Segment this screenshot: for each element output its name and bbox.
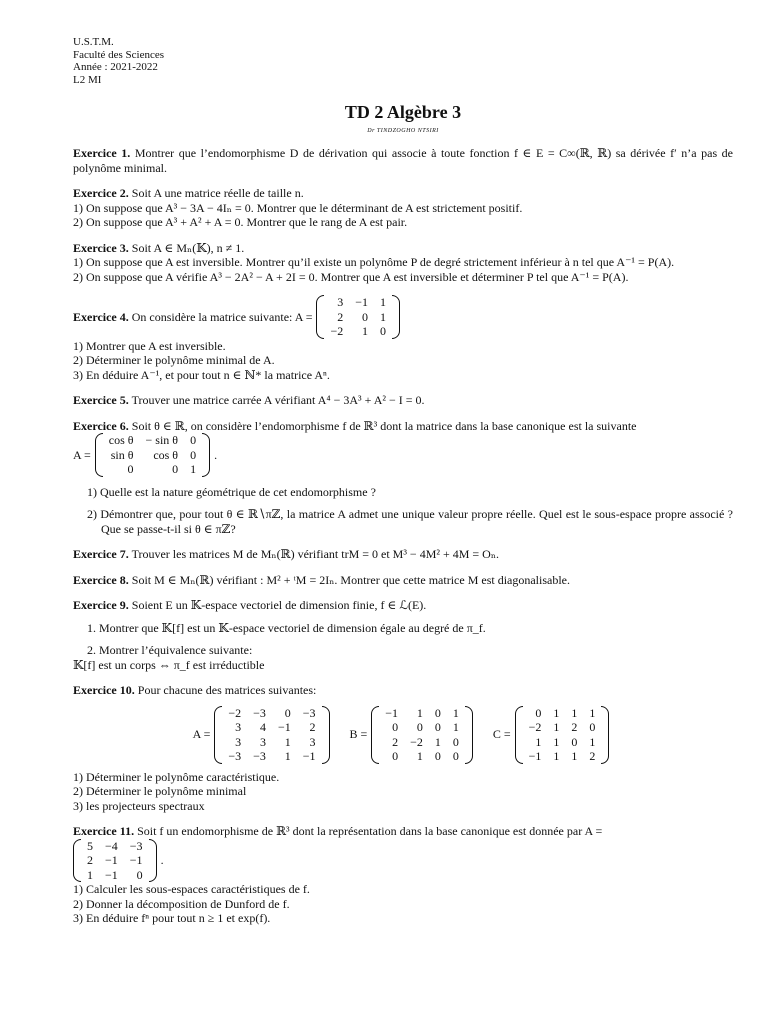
author: Dr TINDZOGHO NTSIRI xyxy=(367,128,439,134)
matrix-cell: 3 xyxy=(309,734,316,749)
list-item: 1) Montrer que A est inversible. xyxy=(73,338,226,353)
list-item: 3) les projecteurs spectraux xyxy=(73,798,205,813)
exercise-intro: Soient E un 𝕂-espace vectoriel de dimension finie, f ∈ ℒ(E). xyxy=(131,598,427,612)
matrix-prefix: A = xyxy=(73,447,91,462)
matrix-cell: 1 xyxy=(380,295,387,309)
matrix-cell: −1 xyxy=(355,295,369,309)
exercise-4 xyxy=(73,295,733,382)
list-item: 2) On suppose que A vérifie A³ − 2A² − A + 2I = 0. Montrer que A est inversible et déterminer P tel que A⁻¹ = P(A). xyxy=(73,269,629,284)
matrix-cell: −1 xyxy=(385,705,399,720)
matrix-cell: 0 xyxy=(392,720,399,734)
right-paren xyxy=(322,706,330,764)
matrix-cell: 1 xyxy=(416,749,423,763)
matrix-suffix: . xyxy=(160,853,164,867)
exercise-5 xyxy=(73,393,733,408)
exercise-text: Trouver les matrices M de Mₙ(ℝ) vérifiant trM = 0 et M³ − 4M² + 4M = Oₙ. xyxy=(131,547,500,561)
matrix-cell: 0 xyxy=(535,705,542,720)
list-item: 2) On suppose que A³ + A² + A = 0. Montrer que le rang de A est pair. xyxy=(73,215,408,229)
matrix-cell: 0 xyxy=(380,324,387,338)
matrix-cell: 0 xyxy=(434,749,441,763)
matrix-cell: 0 xyxy=(362,309,369,324)
level: L2 MI xyxy=(73,73,102,86)
right-paren xyxy=(392,295,400,339)
matrix-cell: 1 xyxy=(284,734,291,749)
matrix-cell: 3 xyxy=(235,720,242,734)
list-item: 3) En déduire A⁻¹, et pour tout n ∈ ℕ* la matrice Aⁿ. xyxy=(73,367,330,382)
matrix-cell: 0 xyxy=(190,447,197,462)
matrix-cell: 0 xyxy=(434,705,441,720)
matrix-cell: 1 xyxy=(589,734,596,749)
list-item: 1) On suppose que A³ − 3A − 4Iₙ = 0. Montrer que le déterminant de A est strictement positif. xyxy=(73,200,523,215)
matrix-cell: 0 xyxy=(571,734,578,749)
list-item: 1) Quelle est la nature géométrique de cet endomorphisme ? xyxy=(87,484,376,499)
page-title: TD 2 Algèbre 3 xyxy=(344,102,462,122)
matrix-cell: 0 xyxy=(452,734,459,749)
matrix-cell: −4 xyxy=(105,838,118,853)
left-paren xyxy=(316,295,324,339)
exercise-intro: Pour chacune des matrices suivantes: xyxy=(137,683,317,697)
matrix-cell: 0 xyxy=(284,705,291,720)
matrix-c xyxy=(515,706,610,764)
exercise-label: Exercice 11. xyxy=(73,824,135,838)
exercise-label: Exercice 2. xyxy=(73,186,129,200)
matrix-name-a: A = xyxy=(192,727,211,742)
exercise-6 xyxy=(73,419,733,537)
matrix-suffix: . xyxy=(214,447,218,462)
equivalence: 𝕂[f] est un corps ⇔ π_f est irréductible xyxy=(73,657,265,672)
matrix-cell: −3 xyxy=(129,838,143,853)
list-item: 2. Montrer l’équivalence suivante: xyxy=(87,643,253,657)
matrix-cell: −2 xyxy=(410,734,423,749)
matrix-cell: −3 xyxy=(253,705,266,720)
matrix-cell: −1 xyxy=(105,853,118,867)
matrix-cell: cos θ xyxy=(108,433,134,447)
exercise-label: Exercice 3. xyxy=(73,240,129,255)
matrix-cell: −3 xyxy=(302,705,316,720)
right-paren xyxy=(465,706,473,764)
exercise-8 xyxy=(73,573,733,588)
matrix-cell: 0 xyxy=(190,433,197,447)
matrix-cell: 2 xyxy=(571,720,578,734)
faculty: Faculté des Sciences xyxy=(73,48,165,61)
matrix-cell: − sin θ xyxy=(145,433,179,447)
matrix-cell: 1 xyxy=(362,324,369,338)
matrix-cell: 0 xyxy=(434,720,441,734)
exercise-label: Exercice 8. xyxy=(73,572,129,587)
matrix-cell: cos θ xyxy=(153,447,179,462)
matrix-cell: 1 xyxy=(553,749,560,763)
exercise-7 xyxy=(73,547,733,562)
matrix-cell: 1 xyxy=(571,705,578,720)
matrix-a xyxy=(73,839,157,883)
matrix-cell: 1 xyxy=(452,705,459,720)
matrix-cell: 2 xyxy=(392,734,399,749)
exercise-9 xyxy=(73,598,733,672)
rotation-matrix xyxy=(95,433,210,477)
exercise-intro: On considère la matrice suivante: A = xyxy=(131,309,313,324)
exercise-intro: Soit A une matrice réelle de taille n. xyxy=(131,186,304,200)
right-paren xyxy=(202,433,210,477)
matrix-cell: 1 xyxy=(571,749,578,763)
matrix-cell: 2 xyxy=(337,309,344,324)
exercise-label: Exercice 1. xyxy=(73,146,131,160)
matrix-cell: 2 xyxy=(87,853,93,867)
exercise-3 xyxy=(73,241,733,285)
matrix-cell: −1 xyxy=(105,867,118,882)
exercise-text: Trouver une matrice carrée A vérifiant A⁴ − 3A³ + A² − I = 0. xyxy=(131,393,425,407)
matrix-cell: 0 xyxy=(392,749,399,763)
matrix-cell: −1 xyxy=(129,853,143,867)
list-item: 2) Déterminer le polynôme minimal de A. xyxy=(73,353,275,367)
exercise-label: Exercice 9. xyxy=(73,598,129,612)
exercise-text: Soit M ∈ Mₙ(ℝ) vérifiant : M² + ᵗM = 2Iₙ. Montrer que cette matrice M est diagonalisable. xyxy=(131,572,571,587)
matrix-cell: 0 xyxy=(416,720,423,734)
matrix-cell: −2 xyxy=(528,720,542,734)
matrix-cell: 3 xyxy=(235,734,242,749)
matrix-name-c: C = xyxy=(492,727,511,742)
matrix-cell: 3 xyxy=(259,734,266,749)
matrix-cell: 0 xyxy=(127,462,134,476)
matrix-cell: 3 xyxy=(337,295,344,309)
exercise-text: Montrer que l’endomorphisme D de dérivation qui associe à toute fonction f ∈ E = C∞(ℝ, ℝ) sa dérivée f′ n’a pas de polynôme minimal. xyxy=(73,146,733,175)
exercise-intro: Soit A ∈ Mₙ(𝕂), n ≠ 1. xyxy=(131,240,245,255)
exercise-intro: Soit f un endomorphisme de ℝ³ dont la représentation dans la base canonique est donnée par A = xyxy=(137,824,603,838)
matrix-b xyxy=(371,706,473,764)
matrix-cell: sin θ xyxy=(110,447,134,462)
list-item: 1) On suppose que A est inversible. Montrer qu’il existe un polynôme P de degré strictement inférieur à n tel que A⁻¹ = P(A). xyxy=(73,255,675,269)
matrix-name-b: B = xyxy=(349,727,368,742)
right-paren xyxy=(601,706,609,764)
list-item: 1) Calculer les sous-espaces caractéristiques de f. xyxy=(73,882,310,896)
matrix-cell: 1 xyxy=(190,462,197,476)
matrix-cell: 1 xyxy=(452,720,459,734)
matrix-cell: 1 xyxy=(535,734,542,749)
matrix-cell: 1 xyxy=(284,749,291,763)
academic-year: Année : 2021-2022 xyxy=(73,61,158,73)
exercise-label: Exercice 4. xyxy=(73,309,129,324)
exercise-intro: Soit θ ∈ ℝ, on considère l’endomorphisme f de ℝ³ dont la matrice dans la base canonique est la suivante xyxy=(131,418,637,433)
left-paren xyxy=(515,706,523,764)
list-item: 1. Montrer que 𝕂[f] est un 𝕂-espace vectoriel de dimension égale au degré de π_f. xyxy=(87,620,486,635)
list-item: 2) Déterminer le polynôme minimal xyxy=(73,784,247,798)
matrix-cell: 1 xyxy=(553,734,560,749)
list-item: 2) Démontrer que, pour tout θ ∈ ℝ∖πℤ, la matrice A admet une unique valeur propre réelle. Quel est le sous-espace propre associé ? Que se passe-t-il si θ ∈ πℤ? xyxy=(87,507,733,536)
matrix-cell: −1 xyxy=(277,720,291,734)
matrix-cell: −2 xyxy=(330,324,344,338)
matrix-cell: −3 xyxy=(228,749,242,763)
matrix-cell: 4 xyxy=(259,720,266,734)
matrix-cell: 5 xyxy=(87,838,93,853)
left-paren xyxy=(371,706,379,764)
matrix-a xyxy=(214,706,329,764)
exercise-2 xyxy=(73,186,733,230)
matrix-cell: 2 xyxy=(589,749,596,763)
exercise-1 xyxy=(73,146,733,175)
matrix-cell: 1 xyxy=(553,705,560,720)
matrix-cell: 0 xyxy=(452,749,459,763)
matrix-a xyxy=(316,295,400,339)
list-item: 3) En déduire fⁿ pour tout n ≥ 1 et exp(f). xyxy=(73,911,271,925)
matrix-cell: 0 xyxy=(136,867,143,882)
exercise-label: Exercice 7. xyxy=(73,547,129,561)
exercise-11 xyxy=(73,824,733,926)
td-page xyxy=(73,36,733,926)
matrix-cell: 1 xyxy=(87,867,93,882)
matrix-cell: 0 xyxy=(172,462,179,476)
matrix-cell: −2 xyxy=(228,705,242,720)
matrix-cell: 1 xyxy=(553,720,560,734)
matrix-cell: 2 xyxy=(309,720,316,734)
matrix-cell: 1 xyxy=(416,705,423,720)
matrix-cell: −1 xyxy=(528,749,542,763)
right-paren xyxy=(149,839,157,883)
matrix-cell: 1 xyxy=(589,705,596,720)
left-paren xyxy=(214,706,222,764)
matrices-row xyxy=(73,706,733,764)
exercise-10 xyxy=(73,683,733,813)
exercise-label: Exercice 6. xyxy=(73,418,129,433)
matrix-cell: 0 xyxy=(589,720,596,734)
matrix-cell: 1 xyxy=(380,309,387,324)
left-paren xyxy=(95,433,103,477)
header-block xyxy=(73,36,733,86)
matrix-cell: −1 xyxy=(302,749,316,763)
matrix-cell: −3 xyxy=(253,749,266,763)
left-paren xyxy=(73,839,81,883)
exercise-label: Exercice 5. xyxy=(73,393,129,407)
list-item: 1) Déterminer le polynôme caractéristique. xyxy=(73,769,280,784)
list-item: 2) Donner la décomposition de Dunford de f. xyxy=(73,896,290,911)
university: U.S.T.M. xyxy=(73,36,114,48)
matrix-cell: 1 xyxy=(434,734,441,749)
exercise-label: Exercice 10. xyxy=(73,683,135,697)
